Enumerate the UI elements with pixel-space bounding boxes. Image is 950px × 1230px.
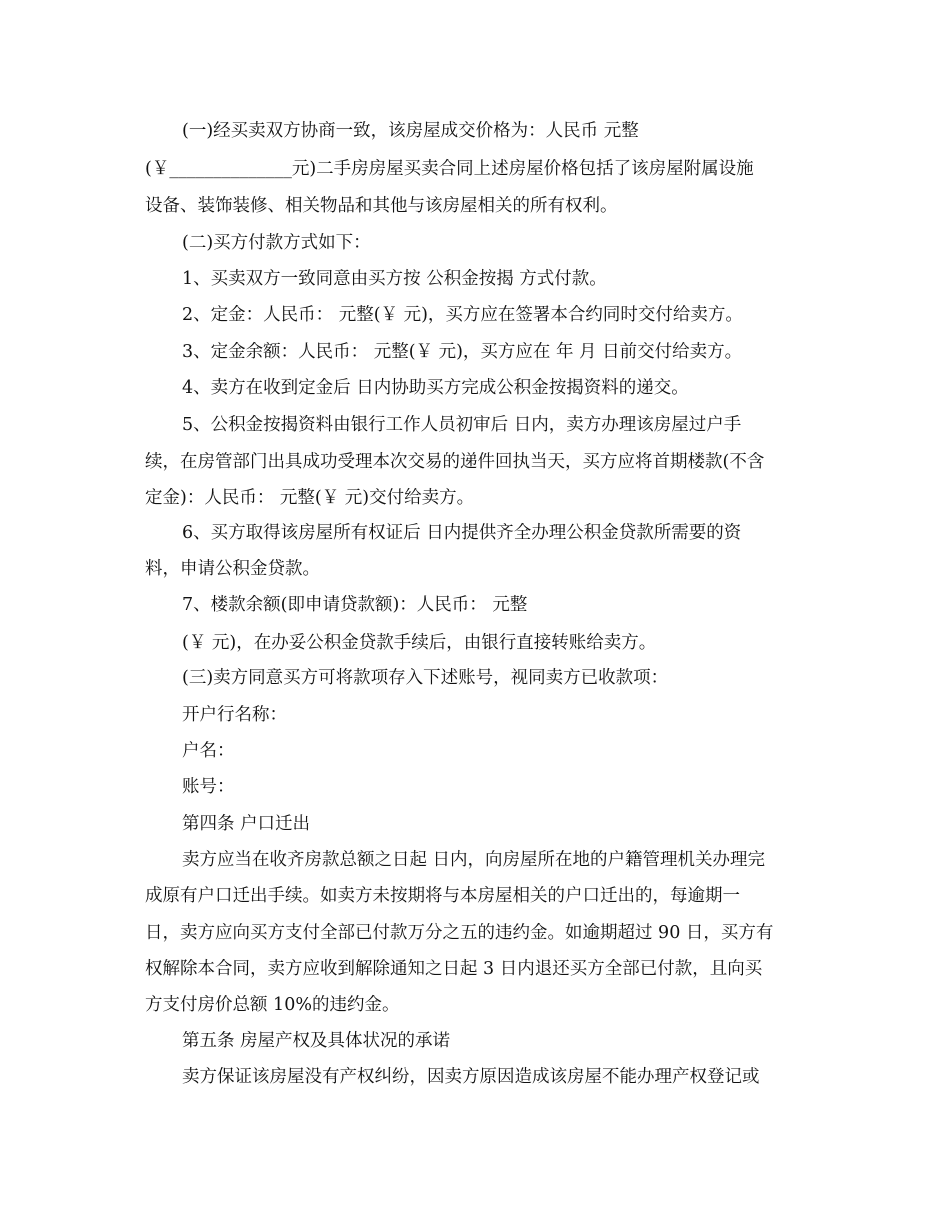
payment-item: 料，申请公积金贷款。	[145, 559, 320, 579]
article-4-text: 日，卖方应向买方支付全部已付款万分之五的违约金。如逾期超过 90 日，买方有	[145, 923, 774, 943]
article-4-text: 权解除本合同，卖方应收到解除通知之日起 3 日内退还买方全部已付款，且向买	[145, 959, 763, 979]
article-5-text: 卖方保证该房屋没有产权纠纷，因卖方原因造成该房屋不能办理产权登记或	[182, 1067, 760, 1087]
price-clause-line: (￥______________元)二手房房屋买卖合同上述房屋价格包括了该房屋附属设施	[145, 159, 754, 179]
payment-item: 3、定金余额：人民币： 元整(￥ 元)，买方应在 年 月 日前交付给卖方。	[182, 342, 743, 362]
payment-item: 定金)：人民币： 元整(￥ 元)交付给卖方。	[145, 488, 475, 508]
payment-item: 7、楼款余额(即申请贷款额)：人民币： 元整	[182, 595, 528, 615]
account-clause: (三)卖方同意买方可将款项存入下述账号，视同卖方已收款项：	[182, 668, 669, 688]
price-clause-line: 设备、装饰装修、相关物品和其他与该房屋相关的所有权利。	[145, 196, 618, 216]
account-holder-label: 户名：	[182, 741, 235, 761]
bank-name-label: 开户行名称：	[182, 705, 287, 725]
payment-item: 4、卖方在收到定金后 日内协助买方完成公积金按揭资料的递交。	[182, 378, 689, 398]
article-4-text: 方支付房价总额 10%的违约金。	[145, 995, 400, 1015]
payment-item: 5、公积金按揭资料由银行工作人员初审后 日内，卖方办理该房屋过户手	[182, 415, 742, 435]
account-number-label: 账号：	[182, 777, 235, 797]
payment-item: 6、买方取得该房屋所有权证后 日内提供齐全办理公积金贷款所需要的资	[182, 523, 742, 543]
article-4-text: 成原有户口迁出手续。如卖方未按期将与本房屋相关的户口迁出的，每逾期一	[145, 886, 740, 906]
payment-item: (￥ 元)，在办妥公积金贷款手续后，由银行直接转账给卖方。	[182, 633, 657, 653]
payment-heading: (二)买方付款方式如下：	[182, 233, 371, 253]
article-4-text: 卖方应当在收齐房款总额之日起 日内，向房屋所在地的户籍管理机关办理完	[182, 850, 766, 870]
payment-item: 2、定金：人民币： 元整(￥ 元)，买方应在签署本合约同时交付给卖方。	[182, 305, 743, 325]
article-4-heading: 第四条 户口迁出	[182, 814, 311, 834]
price-clause-line: (一)经买卖双方协商一致，该房屋成交价格为：人民币 元整	[182, 121, 639, 141]
payment-item: 续，在房管部门出具成功受理本次交易的递件回执当天，买方应将首期楼款(不含	[145, 452, 765, 472]
payment-item: 1、买卖双方一致同意由买方按 公积金按揭 方式付款。	[182, 269, 607, 289]
article-5-heading: 第五条 房屋产权及具体状况的承诺	[182, 1031, 451, 1051]
